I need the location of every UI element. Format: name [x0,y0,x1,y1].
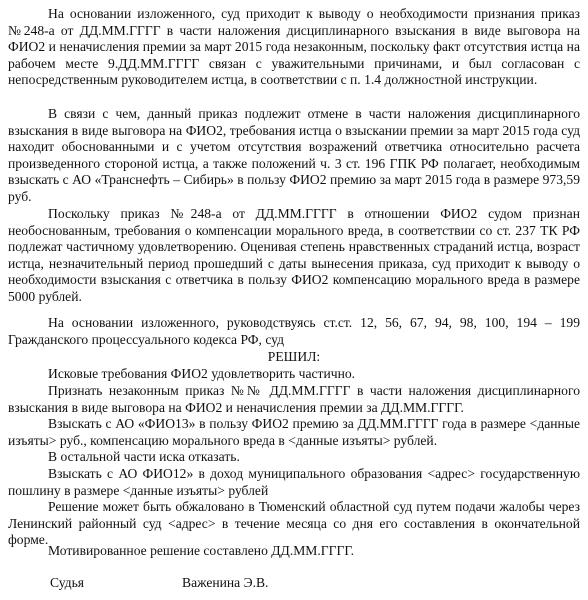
signature-name: Важенина Э.В. [182,575,269,590]
ruling-state-duty: Взыскать с АО ФИО12» в доход муниципального образования <адрес> государственную пошлину в размере <данные изъяты> рублей [8,466,580,498]
paragraph-moral-damages: Поскольку приказ №248-а от ДД.ММ.ГГГГ в отношении ФИО2 судом признан необоснованным, требования о компенсации морального вреда, в соответствии со ст. 237 ТК РФ подлежат частичному удовлетворению. Оценивая степень нравственных страданий истца, возраст истца, незначительный период прошедший с даты вынесения приказа, суд приходит к выводу о необходимости взыскания с ответчика в пользу ФИО2 компенсацию морального вреда в размере 5000 рублей. [8,206,580,304]
decision-heading: РЕШИЛ: [267,349,321,364]
signature-role: Судья [50,575,85,590]
reasoned-decision-date: Мотивированное решение составлено ДД.ММ.ГГГГ. [48,543,355,558]
paragraph-legal-basis: На основании изложенного, руководствуясь ст.ст. 12, 56, 67, 94, 98, 100, 194 – 199 Гражданского процессуального кодекса РФ, суд [8,315,580,347]
ruling-remaining-refused: В остальной части иска отказать. [48,449,240,464]
ruling-recover-bonus: Взыскать с АО «ФИО13» в пользу ФИО2 премию за ДД.ММ.ГГГГ года в размере <данные изъяты> руб., компенсацию морального вреда в <данные изъяты> рублей. [8,416,580,448]
ruling-order-unlawful: Признать незаконным приказ №№ ДД.ММ.ГГГГ в части наложения дисциплинарного взыскания в виде выговора на ФИО2 и неначисления премии за ДД.ММ.ГГГГ. [8,383,580,415]
ruling-partial-satisfaction: Исковые требования ФИО2 удовлетворить частично. [48,366,356,381]
paragraph-order-cancellation: В связи с чем, данный приказ подлежит отмене в части наложения дисциплинарного взыскания в виде выговора на ФИО2, требования истца о взыскании премии за март 2015 года суд находит обоснованными и с учетом отсутствия возражений ответчика относительно расчета произведенного стороной истца, а также положений ч. 3 ст. 196 ГПК РФ полагает, необходимым взыскать с АО «Транснефть – Сибирь» в пользу ФИО2 премию за март 2015 года в размере 973,59 руб. [8,106,580,204]
appeal-notice: Решение может быть обжаловано в Тюменский областной суд путем подачи жалобы через Ленинский районный суд <адрес> в течение месяца со дня его составления в окончательной форме. [8,499,580,548]
paragraph-conclusion-order: На основании изложенного, суд приходит к выводу о необходимости признания приказ №248-а от ДД.ММ.ГГГГ в части наложения дисциплинарного взыскания в виде выговора на ФИО2 и неначисления премии за март 2015 года незаконным, поскольку факт отсутствия истца на рабочем месте 9.ДД.ММ.ГГГГ связан с уважительными причинами, и был согласован с непосредственным руководителем истца, в соответствии с п. 1.4 должностной инструкции. [8,6,580,88]
